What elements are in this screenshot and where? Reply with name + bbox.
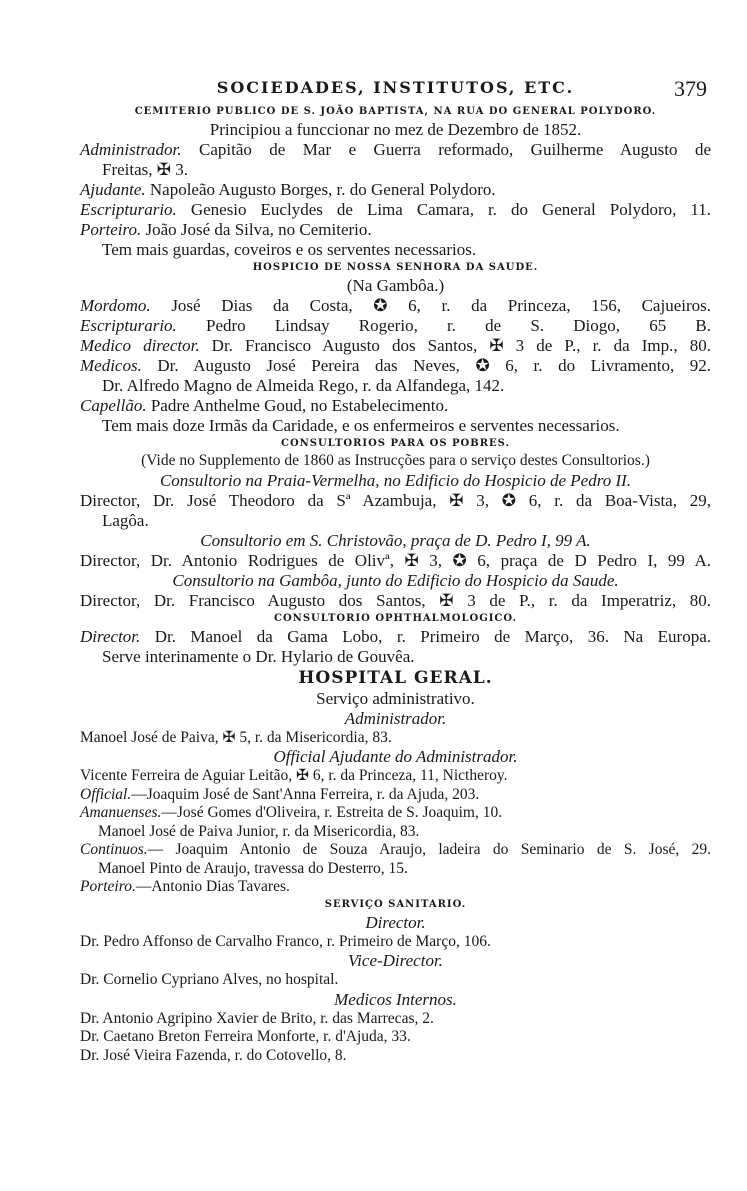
line-text: Napoleão Augusto Borges, r. do General Polydoro. [145,180,496,199]
directory-entry [80,491,711,511]
directory-entry [80,971,711,990]
line-text: Vicente Ferreira de Aguiar Leitão, ✠ 6, r. da Princeza, 11, Nictheroy. [80,767,508,784]
line-text: HOSPICIO DE NOSSA SENHORA DA SAUDE. [252,262,539,273]
line-text: Genesio Euclydes de Lima Camara, r. do General Polydoro, 11. [176,200,711,219]
directory-entry [80,841,711,860]
line-text: SERVIÇO SANITARIO. [324,898,467,910]
subheading [80,913,711,933]
line-text: Tem mais guardas, coveiros e os serventes necessarios. [102,240,477,259]
line-text: Manoel José de Paiva Junior, r. da Misericordia, 83. [98,822,420,840]
line-text: (Na Gambôa.) [346,276,445,295]
subheading [80,571,711,591]
role-label: Official. [80,785,132,803]
role-label: Escripturario. [80,316,177,335]
section-heading [80,104,711,120]
line-text: Serve interinamente o Dr. Hylario de Gouvêa. [102,646,415,666]
directory-entry [80,180,711,200]
line-text: CONSULTORIO OPHTHALMOLOGICO. [274,612,517,624]
directory-entry [80,804,711,823]
role-label: Continuos. [80,841,148,858]
line-text: Tem mais doze Irmãs da Caridade, e os enfermeiros e serventes necessarios. [102,416,620,435]
continuation-line [80,511,711,531]
directory-entry [80,1010,711,1029]
subheading [80,471,711,491]
section-heading [80,611,711,627]
hospital-title [80,667,711,689]
line-text: Dr. Alfredo Magno de Almeida Rego, r. da Alfandega, 142. [102,376,505,395]
continuation-line [80,416,711,436]
line-text: Director, Dr. José Theodoro da Sª Azambuja, ✠ 3, ✪ 6, r. da Boa-Vista, 29, [80,490,711,510]
line-text: José Dias da Costa, ✪ 6, r. da Princeza, 156, Cajueiros. [150,296,711,315]
line-text: Capitão de Mar e Guerra reformado, Guilherme Augusto de [181,140,711,159]
centered-line [80,120,711,140]
line-text: Consultorio na Gambôa, junto do Edificio do Hospicio da Saude. [172,570,619,590]
role-label: Porteiro. [80,878,136,895]
line-text: Manoel Pinto de Araujo, travessa do Desterro, 15. [98,859,408,877]
directory-entry [80,316,711,336]
role-label: Ajudante. [80,180,146,199]
line-text: Dr. Cornelio Cypriano Alves, no hospital. [80,971,339,988]
directory-entry [80,933,711,952]
role-label: Mordomo. [80,296,151,315]
line-text: Manoel José de Paiva, ✠ 5, r. da Misericordia, 83. [80,728,392,746]
line-text: Medicos Internos. [334,989,457,1009]
subheading [80,709,711,729]
section-heading [80,436,711,452]
directory-entry [80,296,711,316]
line-text: —Antonio Dias Tavares. [135,878,290,895]
line-text: Dr. Manoel da Gama Lobo, r. Primeiro de Março, 36. Na Europa. [140,626,711,646]
role-label: Administrador. [80,140,182,159]
line-text: Pedro Lindsay Rogerio, r. de S. Diogo, 65 B. [176,316,711,335]
line-text: Dr. Antonio Agripino Xavier de Brito, r. das Marrecas, 2. [80,1009,434,1027]
line-text: João José da Silva, no Cemiterio. [141,220,372,239]
continuation-line [80,240,711,260]
directory-entry [80,551,711,571]
role-label: Medico director. [80,336,200,355]
directory-entry [80,220,711,240]
line-text: Principiou a funccionar no mez de Dezembro de 1852. [209,120,582,139]
continuation-line [80,376,711,396]
role-label: Capellão. [80,396,147,415]
subheading [80,990,711,1010]
line-text: Dr. Francisco Augusto dos Santos, ✠ 3 de P., r. da Imp., 80. [199,336,711,355]
line-text: Dr. Augusto José Pereira das Neves, ✪ 6, r. do Livramento, 92. [141,356,711,375]
directory-entry [80,786,711,805]
line-text: Director, Dr. Antonio Rodrigues de Olivª, ✠ 3, ✪ 6, praça de D Pedro I, 99 A. [80,550,711,570]
subheading [80,747,711,767]
role-label: Escripturario. [80,200,177,219]
directory-entry [80,396,711,416]
continuation-line [80,647,711,667]
line-text: Serviço administrativo. [316,688,475,708]
continuation-line [80,860,711,879]
subheading [80,951,711,971]
role-label: Amanuenses. [80,804,162,821]
directory-entry [80,1028,711,1047]
line-text: HOSPITAL GERAL. [298,667,493,688]
directory-entry [80,591,711,611]
role-label: Porteiro. [80,220,142,239]
line-text: Director. [365,912,426,932]
directory-entry [80,878,711,897]
directory-entry [80,1047,711,1066]
line-text: —Joaquim José de Sant'Anna Ferreira, r. da Ajuda, 203. [131,785,480,803]
line-text: Official Ajudante do Administrador. [273,747,518,766]
subheading [80,531,711,551]
line-text: Vice-Director. [348,951,443,970]
continuation-line [80,160,711,180]
directory-entry [80,356,711,376]
directory-entry [80,200,711,220]
page-number: 379 [674,76,707,101]
line-text: Director, Dr. Francisco Augusto dos Santos, ✠ 3 de P., r. da Imperatriz, 80. [80,590,711,610]
line-text: CEMITERIO PUBLICO DE S. JOÃO BAPTISTA, NA RUA DO GENERAL POLYDORO. [134,106,657,117]
directory-entry [80,627,711,647]
line-text: Consultorio na Praia-Vermelha, no Edificio do Hospicio de Pedro II. [159,470,632,490]
running-title: SOCIEDADES, INSTITUTOS, ETC. [216,78,575,97]
line-text: Dr. Caetano Breton Ferreira Monforte, r. d'Ajuda, 33. [80,1028,411,1045]
line-text: Freitas, ✠ 3. [102,160,189,179]
note-line [80,452,711,471]
line-text: CONSULTORIOS PARA OS POBRES. [280,438,510,449]
line-text: Dr. José Vieira Fazenda, r. do Cotovello, 8. [80,1046,347,1064]
centered-line [80,689,711,709]
line-text: — Joaquim Antonio de Souza Araujo, ladeira do Seminario de S. José, 29. [147,841,711,858]
page-body [80,104,711,1065]
line-text: —José Gomes d'Oliveira, r. Estreita de S. Joaquim, 10. [161,804,503,821]
section-heading [80,897,711,913]
line-text: Padre Anthelme Goud, no Estabelecimento. [146,396,449,415]
centered-line [80,276,711,296]
line-text: (Vide no Supplemento de 1860 as Instrucções para o serviço destes Consultorios.) [141,452,650,469]
role-label: Director. [80,626,141,646]
continuation-line [80,823,711,842]
directory-entry [80,336,711,356]
directory-entry [80,729,711,748]
section-heading [80,260,711,276]
line-text: Lagôa. [102,510,149,530]
directory-entry [80,140,711,160]
line-text: Dr. Pedro Affonso de Carvalho Franco, r. Primeiro de Março, 106. [80,932,491,950]
directory-entry [80,767,711,786]
page-header [80,70,711,104]
line-text: Administrador. [344,708,447,728]
line-text: Consultorio em S. Christovão, praça de D. Pedro I, 99 A. [200,530,591,550]
role-label: Medicos. [80,356,142,375]
